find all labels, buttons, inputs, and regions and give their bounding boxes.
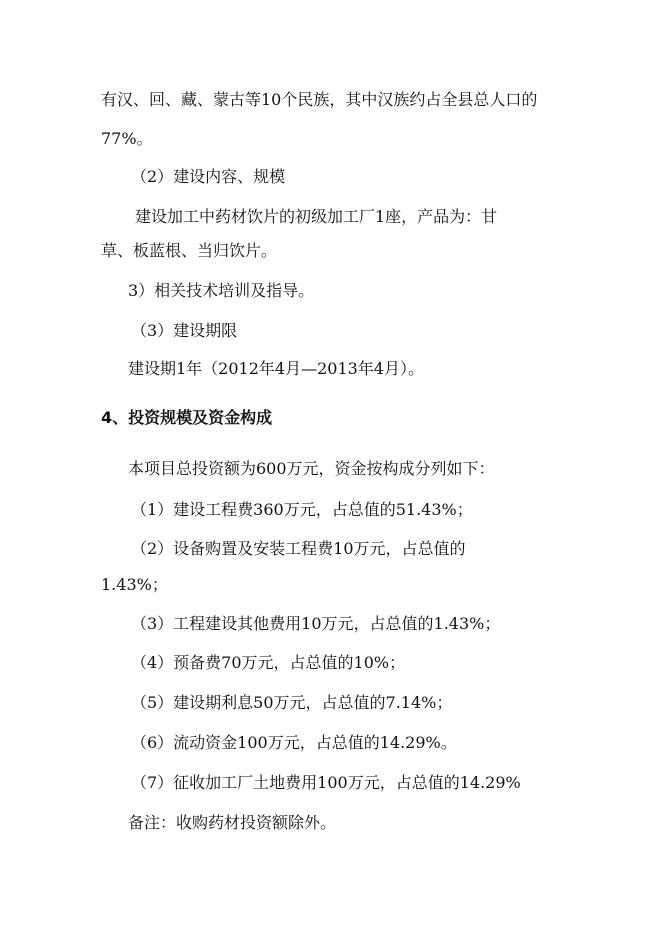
investment-item-6: （6）流动资金100万元，占总值的14.29%。 [131, 733, 457, 752]
paragraph-construction-line-2: 草、板蓝根、当归饮片。 [101, 241, 278, 260]
investment-item-7: （7）征收加工厂土地费用100万元，占总值的14.29% [131, 773, 521, 792]
investment-item-3: （3）工程建设其他费用10万元，占总值的1.43%； [131, 614, 501, 633]
investment-item-4: （4）预备费70万元，占总值的10%； [131, 653, 406, 672]
paragraph-investment-intro: 本项目总投资额为600万元，资金按构成分列如下： [128, 459, 495, 478]
investment-item-2-continued: 1.43%； [101, 575, 168, 594]
paragraph-ethnic-groups-line-1: 有汉、回、藏、蒙古等10个民族，其中汉族约占全县总人口的 [101, 90, 538, 109]
section-heading-investment: 4、投资规模及资金构成 [101, 408, 273, 427]
paragraph-construction-period: 建设期1年（2012年4月—2013年4月）。 [128, 359, 424, 378]
investment-item-2: （2）设备购置及安装工程费10万元，占总值的 [131, 539, 466, 558]
section-title-construction-content: （2）建设内容、规模 [131, 167, 286, 186]
investment-item-1: （1）建设工程费360万元，占总值的51.43%； [131, 500, 473, 519]
paragraph-construction-line-1: 建设加工中药材饮片的初级加工厂1座，产品为：甘 [135, 207, 498, 226]
paragraph-note: 备注：收购药材投资额除外。 [128, 813, 337, 832]
paragraph-ethnic-groups-line-2: 77%。 [101, 129, 153, 148]
section-title-construction-period: （3）建设期限 [131, 321, 238, 340]
investment-item-5: （5）建设期利息50万元，占总值的7.14%； [131, 693, 453, 712]
paragraph-training: 3）相关技术培训及指导。 [128, 281, 315, 300]
